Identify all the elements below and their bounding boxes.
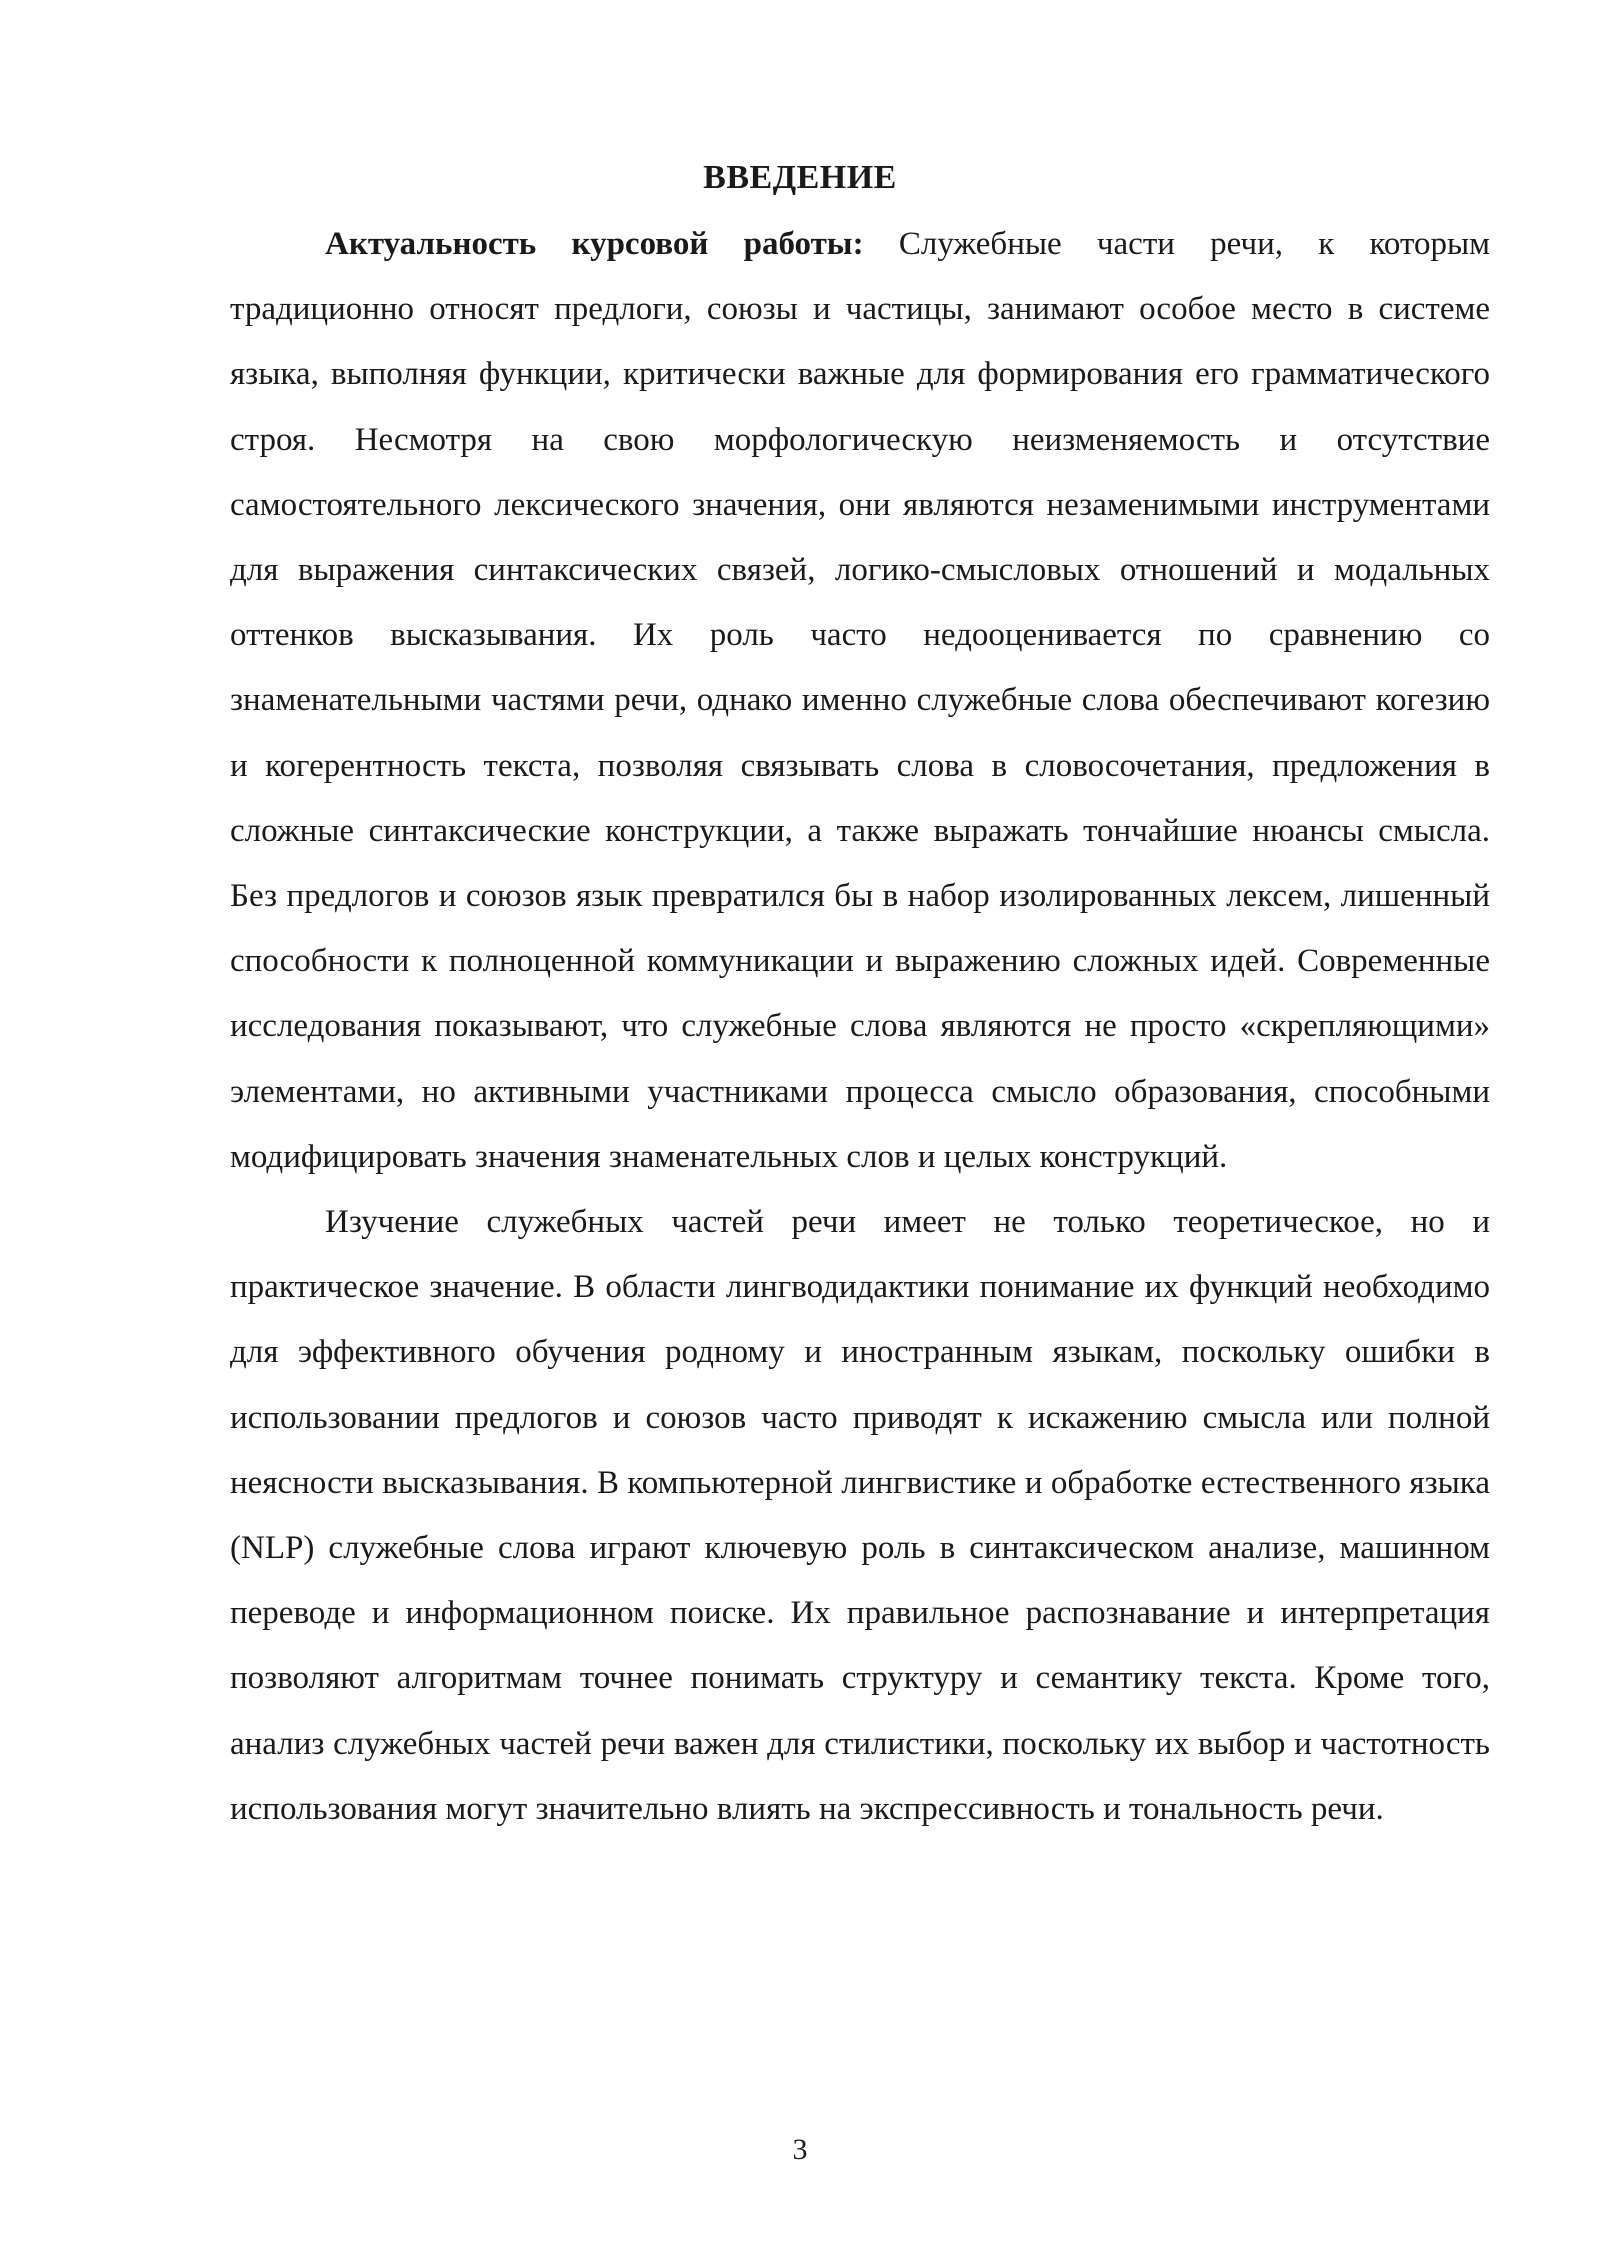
page-number: 3 bbox=[792, 2133, 808, 2166]
paragraph-lead: Актуальность курсовой работы: bbox=[325, 226, 864, 262]
paragraph-significance bbox=[230, 1190, 1490, 1842]
body-text bbox=[230, 212, 1490, 1842]
paragraph-text: Изучение служебных частей речи имеет не только теоретическое, но и практическое значение. В области лингводидактики понимание их функций необходимо для эффективного обучения родному и иностранным языкам, поскольку ошибки в использовании предлогов и союзов часто приводят к искажению смысла или полной неясности высказывания. В компьютерной лингвистике и обработке естественного языка (NLP) служебные слова играют ключевую роль в синтаксическом анализе, машинном переводе и информационном поиске. Их правильное распознавание и интерпретация позволяют алгоритмам точнее понимать структуру и семантику текста. Кроме того, анализ служебных частей речи важен для стилистики, поскольку их выбор и частотность использования могут значительно влиять на экспрессивность и тональность речи. bbox=[230, 1204, 1490, 1827]
paragraph-relevance bbox=[230, 212, 1490, 1190]
section-title: ВВЕДЕНИЕ bbox=[703, 159, 897, 196]
paragraph-text: Служебные части речи, к которым традиционно относят предлоги, союзы и частицы, занимают особое место в системе языка, выполняя функции, критически важные для формирования его грамматического строя. Несмотря на свою морфологическую неизменяемость и отсутствие самостоятельного лексического значения, они являются незаменимыми инструментами для выражения синтаксических связей, логико-смысловых отношений и модальных оттенков высказывания. Их роль часто недооценивается по сравнению со знаменательными частями речи, однако именно служебные слова обеспечивают когезию и когерентность текста, позволяя связывать слова в словосочетания, предложения в сложные синтаксические конструкции, а также выражать тончайшие нюансы смысла. Без предлогов и союзов язык превратился бы в набор изолированных лексем, лишенный способности к полноценной коммуникации и выражению сложных идей. Современные исследования показывают, что служебные слова являются не просто «скрепляющими» элементами, но активными участниками процесса смысло образования, способными модифицировать значения знаменательных слов и целых конструкций. bbox=[230, 226, 1491, 1175]
